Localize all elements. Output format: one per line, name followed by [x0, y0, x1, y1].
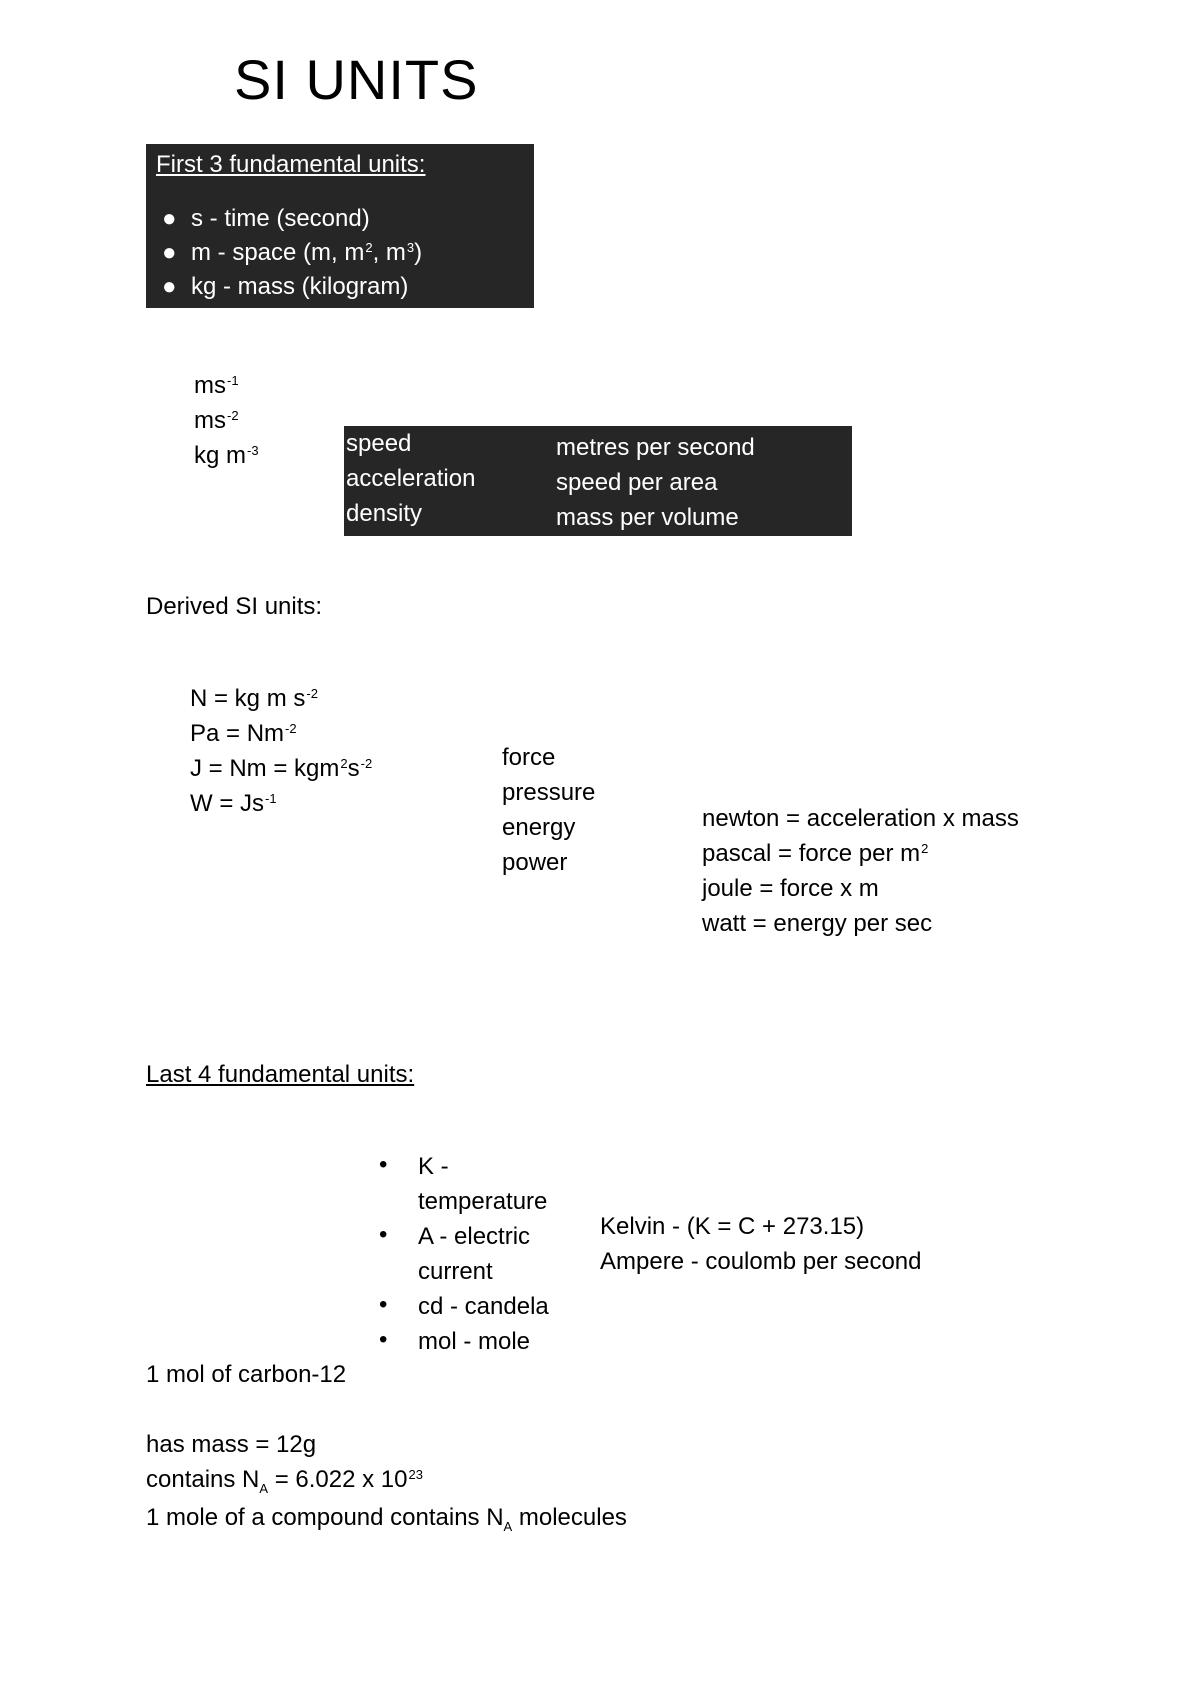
list-item: [146, 236, 422, 270]
description-pascal: pascal = force per $m^2$: [702, 840, 929, 867]
first-fundamental-list: [146, 202, 422, 304]
quantity-power: power: [502, 849, 568, 876]
quantity-pressure: pressure: [502, 779, 596, 806]
quantity-force: force: [502, 744, 556, 771]
list-item: • mol - mole: [376, 1324, 549, 1359]
unit-symbol-speed: $ms^{-1}$: [194, 372, 239, 399]
mole-line-1: 1 mol of carbon-12: [146, 1361, 347, 1388]
list-item: [146, 270, 422, 304]
mole-notes: [146, 1357, 627, 1538]
description-joule: joule = force x m: [702, 875, 879, 902]
quantity-cell: speed: [346, 430, 412, 457]
bullet-icon: •: [379, 1326, 388, 1353]
superscript: 2: [365, 240, 373, 255]
description-cell: metres per second: [556, 434, 755, 461]
first-fundamental-heading: First 3 fundamental units:: [156, 151, 426, 178]
quantity-energy: energy: [502, 814, 576, 841]
last-fundamental-notes: [600, 1209, 922, 1279]
list-item-text: ): [414, 239, 423, 266]
description-newton: newton = acceleration x mass: [702, 805, 1019, 832]
page-title: SI UNITS: [234, 48, 479, 111]
list-item: • cd - candela: [376, 1289, 549, 1324]
list-item-text: , m: [372, 239, 406, 266]
note-kelvin: Kelvin - (K = C + 273.15): [600, 1213, 865, 1240]
superscript: 3: [406, 240, 415, 255]
bullet-icon: ●: [162, 273, 177, 300]
bullet-icon: ●: [162, 239, 177, 266]
first-fundamental-units-box: [146, 144, 534, 308]
bullet-icon: •: [379, 1291, 388, 1318]
equation-joule: $J = Nm = kgm^2s^{-2}$: [190, 755, 373, 782]
list-item-text: m - space (m, m: [191, 239, 365, 266]
mole-line-4: 1 mole of a compound contains $N_A$ molecules: [146, 1504, 627, 1534]
description-watt: watt = energy per sec: [702, 910, 933, 937]
list-item-text: s - time (second): [191, 205, 370, 232]
blank-line: [146, 1392, 627, 1427]
list-item: • K - temperature: [376, 1149, 549, 1219]
mole-line-2: has mass = 12g: [146, 1431, 317, 1458]
description-cell: mass per volume: [556, 504, 739, 531]
equation-pascal: $Pa = Nm^{-2}$: [190, 720, 297, 747]
quantity-table: [344, 426, 852, 536]
unit-symbols: [194, 368, 259, 473]
list-item: [146, 202, 422, 236]
last-fundamental-heading: Last 4 fundamental units:: [146, 1061, 415, 1088]
derived-heading: Derived SI units:: [146, 593, 323, 620]
derived-descriptions: [702, 801, 1019, 941]
equation-watt: $W = Js^{-1}$: [190, 790, 277, 817]
note-ampere: Ampere - coulomb per second: [600, 1248, 922, 1275]
derived-quantities: [502, 740, 595, 880]
last-fundamental-list: [376, 1149, 549, 1359]
list-item: • A - electric current: [376, 1219, 549, 1289]
bullet-icon: •: [379, 1221, 388, 1248]
bullet-icon: •: [379, 1151, 388, 1178]
quantity-cell: density: [346, 500, 423, 527]
quantity-cell: acceleration: [346, 465, 476, 492]
bullet-icon: ●: [162, 205, 177, 232]
derived-equations: [190, 681, 372, 821]
unit-symbol-density: kg $m^{-3}$: [194, 442, 259, 469]
equation-newton: N = kg m $s^{-2}$: [190, 685, 318, 712]
description-cell: speed per area: [556, 469, 718, 496]
mole-line-3: contains $N_A = 6.022$ x $10^{23}$: [146, 1466, 423, 1496]
unit-symbol-acceleration: $ms^{-2}$: [194, 407, 239, 434]
list-item-text: kg - mass (kilogram): [191, 273, 409, 300]
